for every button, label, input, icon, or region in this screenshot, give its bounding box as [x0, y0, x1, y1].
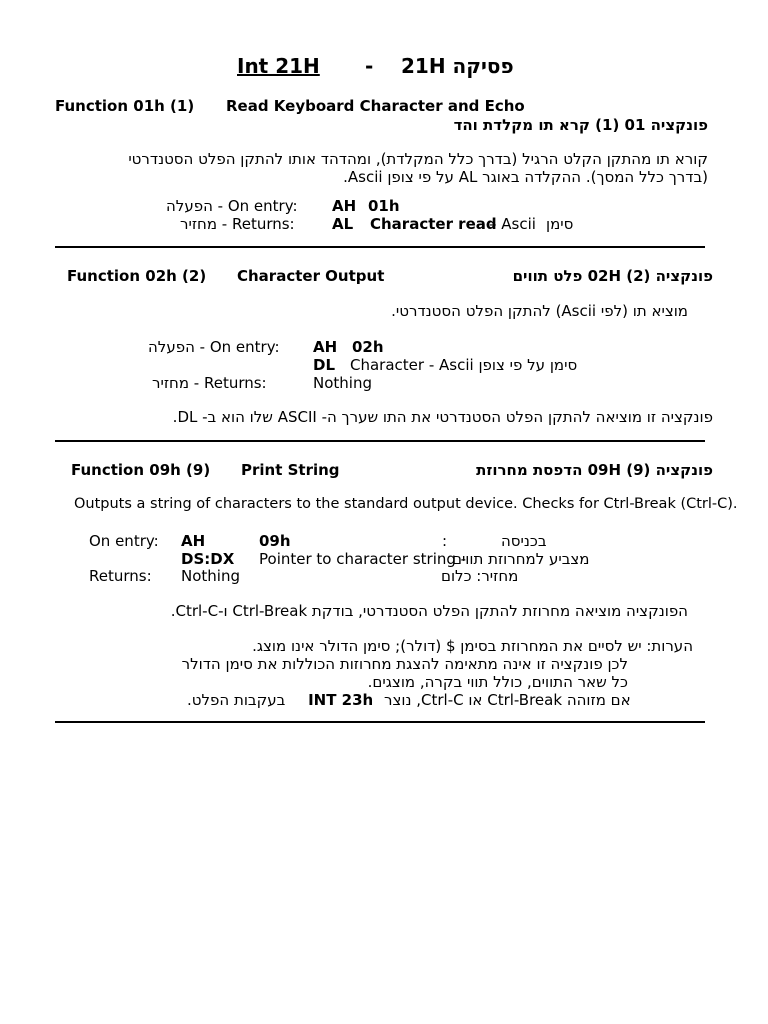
f02-ret-val: Nothing [313, 374, 372, 392]
f01-desc-line1: קורא תו מהתקן הקלט הרגיל (בדרך כלל המקלדת), ומהדהד אותו להתקן הפלט הסטנדרטי [128, 150, 708, 168]
f02-heading-en-desc: Character Output [237, 267, 385, 285]
f09-entry-label: On entry: [89, 532, 159, 550]
f09-remarks-1: הערות: יש לסיים את המחרוזת בסימן $ (דולר); סימן הדולר אינו מוצג. [252, 637, 693, 655]
f02-heading-en: Function 02h (2) [67, 267, 207, 285]
f09-entry-colon: : [442, 532, 448, 550]
f01-heading-he: פונקציה 01 (1) קרא תו מקלדת והד [453, 116, 708, 134]
divider-2 [55, 440, 705, 442]
f09-dsdx-reg: DS:DX [181, 550, 235, 568]
f09-entry-reg: AH [181, 532, 206, 550]
f09-remarks-4b: INT 23h [308, 691, 374, 709]
f09-dsdx-desc: Pointer to character string - [259, 550, 467, 568]
f09-desc-en: Outputs a string of characters to the standard output device. Checks for Ctrl-Break (Ctrl-C). [74, 496, 738, 512]
f01-heading-en: Function 01h (1) [55, 97, 195, 115]
f01-entry-label: הפעלה - On entry: [166, 197, 298, 215]
f01-ret-he: סימן [546, 215, 574, 233]
f01-returns-label: מחזיר - Returns: [180, 215, 295, 233]
f09-dsdx-he: מצביע למחרוזת תווים [452, 550, 590, 568]
f09-remarks-3: כל שאר התווים, כולל תווי בקרה, מוצגים. [367, 673, 628, 691]
f02-returns-label: מחזיר - Returns: [152, 374, 267, 392]
title-left: Int 21H [237, 54, 320, 78]
f09-note: הפונקציה מוציאה מחרוזת להתקן הפלט הסטנדרטי, בודקת Ctrl-Break ו-Ctrl-C. [170, 602, 688, 620]
divider-1 [55, 246, 705, 248]
f09-heading-he: פונקציה 09H (9) הדפסת מחרוזת [476, 461, 713, 479]
f02-dl-reg: DL [313, 356, 336, 374]
f09-remarks-4c: בעקבות הפלט. [187, 691, 286, 709]
title-dash: - [365, 54, 374, 78]
f01-ret-rest: – Ascii [489, 215, 536, 233]
f01-entry-reg: AH [332, 197, 357, 215]
f09-remarks-4 [187, 691, 631, 709]
f09-ret-he: מחזיר: כלום [441, 567, 519, 585]
f09-remarks-2: לכן פונקציה זו אינה מתאימה להצגת מחרוזות הכוללות את סימן הדולר [181, 655, 628, 673]
f02-entry-reg: AH [313, 338, 338, 356]
f01-ret-bold: Character read [370, 215, 497, 233]
f01-ret-reg: AL [332, 215, 354, 233]
f09-entry-he: בכניסה [501, 532, 547, 550]
f02-note: פונקציה זו מוציאה להתקן הפלט הסטנדרטי את התו שערך ה- ASCII שלו הוא ב- DL. [172, 408, 713, 426]
title-right: פסיקה 21H [401, 54, 514, 78]
f02-desc: מוציא תו (לפי Ascii) להתקן הפלט הסטנדרטי. [391, 302, 688, 320]
f09-heading-en: Function 09h (9) [71, 461, 211, 479]
divider-3 [55, 721, 705, 723]
f09-remarks-4a: אם מזוהה Ctrl-Break או Ctrl-C, נוצר [384, 691, 631, 709]
f02-dl-desc: Character - Ascii סימן על פי צופן [350, 356, 578, 374]
f09-returns-label: Returns: [89, 567, 152, 585]
f09-ret-val: Nothing [181, 567, 240, 585]
f02-heading-he: פונקציה 02H (2) פלט תווים [512, 267, 713, 285]
f01-heading-en-desc: Read Keyboard Character and Echo [226, 97, 525, 115]
f09-heading-en-desc: Print String [241, 461, 340, 479]
f09-entry-val: 09h [259, 532, 291, 550]
f01-desc-line2: (בדרך כלל המסך). ההקלדה באוגר AL על פי צופן Ascii. [343, 168, 708, 186]
page-title [237, 54, 531, 78]
f02-entry-label: הפעלה - On entry: [148, 338, 280, 356]
f02-entry-val: 02h [352, 338, 384, 356]
f01-entry-val: 01h [368, 197, 400, 215]
